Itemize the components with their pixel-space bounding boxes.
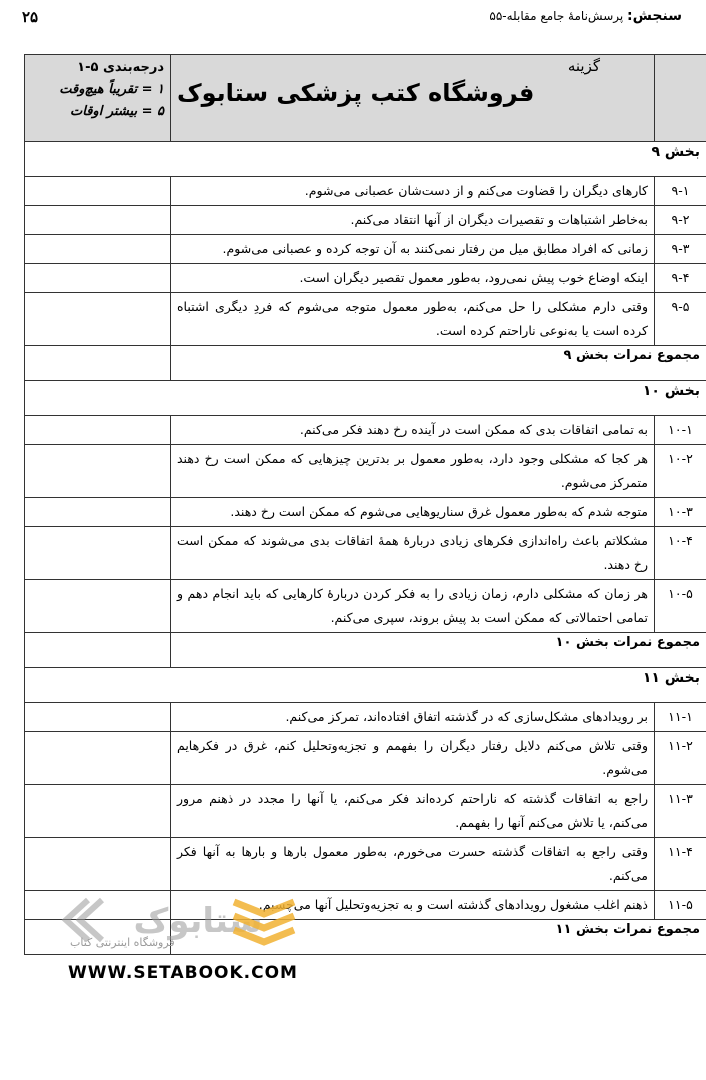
running-title-bold: سنجش:: [627, 8, 682, 24]
score-cell[interactable]: [25, 732, 171, 785]
score-cell[interactable]: [25, 206, 171, 235]
questionnaire-table: [24, 54, 706, 955]
section-total-score-cell[interactable]: [25, 633, 171, 668]
item-number: ۹-۳: [655, 235, 706, 264]
table-row: [25, 527, 706, 580]
score-cell[interactable]: [25, 416, 171, 445]
logo-subtitle: فروشگاه اینترنتی کتاب: [70, 936, 175, 949]
item-text: کارهای دیگران را قضاوت می‌کنم و از دست‌شان عصبانی می‌شوم.: [171, 177, 655, 206]
logo-text: ستابوک: [133, 901, 263, 941]
item-text: وقتی تلاش می‌کنم دلایل رفتار دیگران را بفهمم و تجزیه‌وتحلیل کنم، غرق در فکرهایم می‌شوم.: [171, 732, 655, 785]
item-text: هر زمان که مشکلی دارم، زمان زیادی را به فکر کردن دربارۀ کارهایی که باید انجام دهم و تمامی احتمالاتی که ممکن است بد پیش بروند، سپری می‌کنم.: [171, 580, 655, 633]
item-number: ۱۰-۵: [655, 580, 706, 633]
item-number: ۹-۴: [655, 264, 706, 293]
section-title: بخش ۹: [25, 142, 706, 177]
running-title-rest: پرسش‌نامۀ جامع مقابله-۵۵: [489, 9, 628, 23]
table-row: [25, 235, 706, 264]
item-text: مشکلاتم باعث راه‌اندازی فکرهای زیادی دربارۀ همۀ اتفاقات بدی می‌شوند که ممکن است رخ دهند.: [171, 527, 655, 580]
item-number: ۱۱-۲: [655, 732, 706, 785]
table-row: [25, 498, 706, 527]
item-number: ۹-۲: [655, 206, 706, 235]
table-row: [25, 445, 706, 498]
table-row: [25, 785, 706, 838]
score-cell[interactable]: [25, 445, 171, 498]
table-row: [25, 177, 706, 206]
item-number: ۱۰-۲: [655, 445, 706, 498]
section-total-label: مجموع نمرات بخش ۹: [171, 346, 706, 381]
score-cell[interactable]: [25, 785, 171, 838]
item-text: اینکه اوضاع خوب پیش نمی‌رود، به‌طور معمول تقصیر دیگران است.: [171, 264, 655, 293]
item-text: وقتی دارم مشکلی را حل می‌کنم، به‌طور معمول متوجه می‌شوم که فردِ دیگری اشتباه کرده است یا به‌نوعی ناراحتم کرده است.: [171, 293, 655, 346]
score-cell[interactable]: [25, 235, 171, 264]
scale-line-1: ۱ = تقریباً هیچ‌وقت: [59, 82, 164, 97]
table-row: [25, 416, 706, 445]
item-number: ۱۱-۴: [655, 838, 706, 891]
section-title: بخش ۱۰: [25, 381, 706, 416]
section-header-row: [25, 381, 706, 416]
header-scale-cell: [25, 55, 171, 142]
website-url[interactable]: WWW.SETABOOK.COM: [68, 963, 298, 983]
item-number: ۹-۱: [655, 177, 706, 206]
section-total-row: [25, 346, 706, 381]
table-row: [25, 580, 706, 633]
book-stack-icon: [234, 902, 294, 942]
score-cell[interactable]: [25, 527, 171, 580]
item-text: راجع به اتفاقات گذشته که ناراحتم کرده‌اند فکر می‌کنم، یا آنها را مجدد در ذهنم مرور می‌کنم، یا تلاش می‌کنم آنها را بفهمم.: [171, 785, 655, 838]
section-total-label: مجموع نمرات بخش ۱۰: [171, 633, 706, 668]
page-header: [22, 6, 682, 32]
table-row: [25, 206, 706, 235]
header-num-cell: [655, 55, 706, 142]
item-text: به‌خاطر اشتباهات و تقصیرات دیگران از آنها انتقاد می‌کنم.: [171, 206, 655, 235]
item-text: متوجه شدم که به‌طور معمول غرق سناریوهایی می‌شوم که ممکن است رخ دهند.: [171, 498, 655, 527]
item-number: ۹-۵: [655, 293, 706, 346]
item-text: بر رویدادهای مشکل‌سازی که در گذشته اتفاق افتاده‌اند، تمرکز می‌کنم.: [171, 703, 655, 732]
section-title: بخش ۱۱: [25, 668, 706, 703]
section-header-row: [25, 142, 706, 177]
running-title: [489, 8, 682, 24]
item-number: ۱۱-۵: [655, 891, 706, 920]
score-cell[interactable]: [25, 293, 171, 346]
item-text: زمانی که افراد مطابق میل من رفتار نمی‌کنند به آن توجه کرده و عصبانی می‌شوم.: [171, 235, 655, 264]
section-total-row: [25, 633, 706, 668]
page-number: ۲۵: [22, 8, 39, 26]
score-cell[interactable]: [25, 264, 171, 293]
item-text: هر کجا که مشکلی وجود دارد، به‌طور معمول بر بدترین چیزهایی که ممکن است رخ دهند متمرکز می‌شوم.: [171, 445, 655, 498]
item-text: به تمامی اتفاقات بدی که ممکن است در آینده رخ دهند فکر می‌کنم.: [171, 416, 655, 445]
store-overlay: فروشگاه کتب پزشکی ستابوک: [177, 79, 535, 107]
item-text: ذهنم اغلب مشغول رویدادهای گذشته است و به تجزیه‌وتحلیل آنها می‌چسبم.: [171, 891, 655, 920]
item-number: ۱۰-۱: [655, 416, 706, 445]
score-cell[interactable]: [25, 498, 171, 527]
scale-title: درجه‌بندی ۵-۱: [77, 60, 164, 75]
section-header-row: [25, 668, 706, 703]
table-row: [25, 838, 706, 891]
table-row: [25, 264, 706, 293]
item-number: ۱۱-۱: [655, 703, 706, 732]
item-number: ۱۰-۴: [655, 527, 706, 580]
score-cell[interactable]: [25, 838, 171, 891]
score-cell[interactable]: [25, 177, 171, 206]
section-total-label: مجموع نمرات بخش ۱۱: [171, 920, 706, 955]
table-row: [25, 703, 706, 732]
table-row: [25, 293, 706, 346]
option-label: گزینه: [567, 57, 600, 75]
table-row: [25, 732, 706, 785]
score-cell[interactable]: [25, 580, 171, 633]
section-total-score-cell[interactable]: [25, 346, 171, 381]
scale-line-2: ۵ = بیشتر اوقات: [70, 104, 164, 119]
header-title-cell: [171, 55, 655, 142]
item-number: ۱۰-۳: [655, 498, 706, 527]
item-number: ۱۱-۳: [655, 785, 706, 838]
item-text: وقتی راجع به اتفاقات گذشته حسرت می‌خورم، به‌طور معمول بارها و بارها به آنها فکر می‌کنم.: [171, 838, 655, 891]
table-header-row: [25, 55, 706, 142]
score-cell[interactable]: [25, 703, 171, 732]
